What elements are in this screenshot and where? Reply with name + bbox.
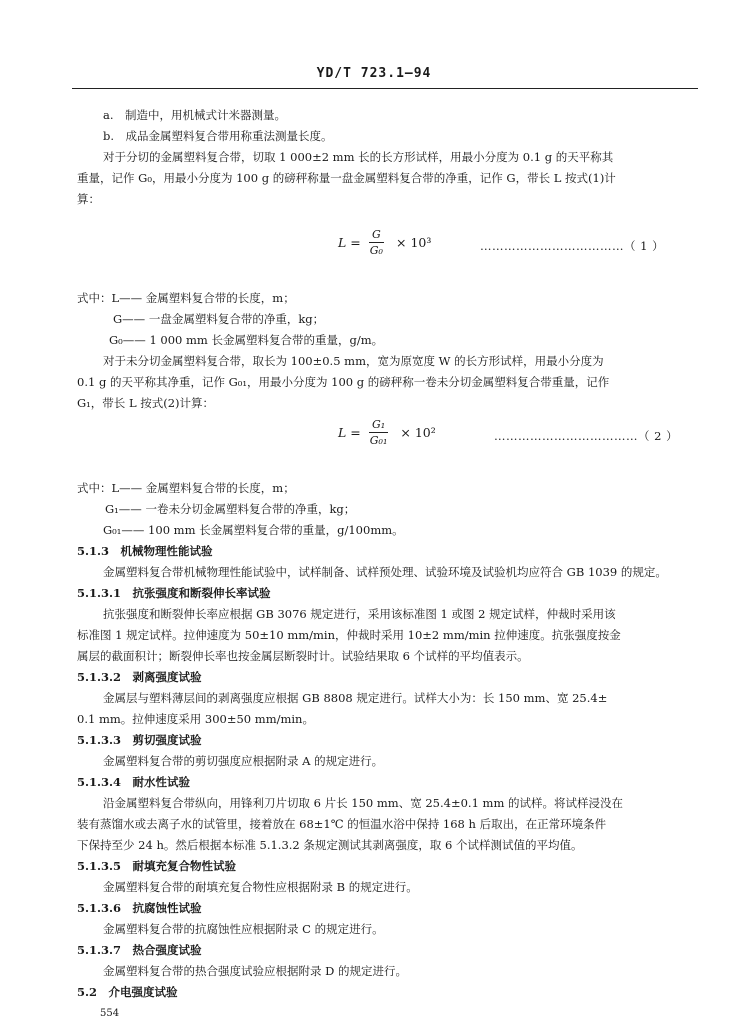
- para-5-1-3-6: 金属塑料复合带的抗腐蚀性应根据附录 C 的规定进行。: [103, 922, 384, 936]
- formula-1-times: ×: [395, 235, 407, 250]
- para-5-1-3-2-line1: 金属层与塑料薄层间的剥离强度应根据 GB 8808 规定进行。试样大小为：长 150 mm、宽 25.4±: [103, 691, 608, 705]
- heading-5-1-3-7: 5.1.3.7 热合强度试验: [77, 943, 202, 957]
- formula-1-numerator: G: [369, 228, 384, 243]
- heading-5-1-3-2: 5.1.3.2 剥离强度试验: [77, 670, 202, 684]
- formula-2: [338, 418, 436, 447]
- formula-1-power: 10³: [410, 235, 432, 250]
- formula-2-fraction: [367, 418, 391, 447]
- para1-line3: 算：: [77, 192, 100, 206]
- para1-line1: 对于分切的金属塑料复合带，切取 1 000±2 mm 长的长方形试样，用最小分度为 0.1 g 的天平称其: [103, 150, 614, 164]
- header-rule: [72, 88, 698, 89]
- para-5-1-3-4-line2: 装有蒸馏水或去离子水的试管里，接着放在 68±1℃ 的恒温水浴中保持 168 h 后取出，在正常环境条件: [77, 817, 607, 831]
- para-5-1-3-5: 金属塑料复合带的耐填充复合物性应根据附录 B 的规定进行。: [103, 880, 418, 894]
- item-a: a. 制造中，用机械式计米器测量。: [103, 108, 287, 122]
- para2-line2: 0.1 g 的天平称其净重，记作 G₀₁，用最小分度为 100 g 的磅秤称一卷未分切金属塑料复合带重量，记作: [77, 375, 610, 389]
- formula-1: [338, 228, 431, 257]
- where2-line3: G₀₁—— 100 mm 长金属塑料复合带的重量，g/100mm。: [103, 523, 404, 537]
- formula-2-power: 10²: [414, 425, 436, 440]
- para-5-1-3-7: 金属塑料复合带的热合强度试验应根据附录 D 的规定进行。: [103, 964, 408, 978]
- para-5-1-3-1-line2: 标准图 1 规定试样。拉伸速度为 50±10 mm/min，仲裁时采用 10±2 mm/min 拉伸速度。抗张强度按金: [77, 628, 621, 642]
- formula-2-times: ×: [400, 425, 411, 440]
- where1-line2: G—— 一盘金属塑料复合带的净重，kg；: [113, 312, 325, 326]
- para-5-1-3-1-line1: 抗张强度和断裂伸长率应根据 GB 3076 规定进行，采用该标准图 1 或图 2 规定试样，仲裁时采用该: [103, 607, 616, 621]
- heading-5-1-3-4: 5.1.3.4 耐水性试验: [77, 775, 191, 789]
- heading-5-1-3-1: 5.1.3.1 抗张强度和断裂伸长率试验: [77, 586, 271, 600]
- standard-header: YD/T 723.1—94: [316, 66, 432, 81]
- para-5-1-3-1-line3: 属层的截面积计；断裂伸长率也按金属层断裂时计。试验结果取 6 个试样的平均值表示。: [77, 649, 529, 663]
- para2-line3: G₁，带长 L 按式(2)计算：: [77, 396, 215, 410]
- heading-5-1-3-5: 5.1.3.5 耐填充复合物性试验: [77, 859, 237, 873]
- formula-2-lhs: L =: [338, 425, 361, 440]
- where1-line3: G₀—— 1 000 mm 长金属塑料复合带的重量，g/m。: [109, 333, 384, 347]
- para-5-1-3-2-line2: 0.1 mm。拉伸速度采用 300±50 mm/min。: [77, 712, 314, 726]
- where2-line1: 式中：L—— 金属塑料复合带的长度，m；: [77, 481, 295, 495]
- formula-1-fraction: [367, 228, 386, 257]
- para-5-1-3-4-line1: 沿金属塑料复合带纵向，用锋利刀片切取 6 片长 150 mm、宽 25.4±0.1 mm 的试样。将试样浸没在: [103, 796, 624, 810]
- formula-1-lhs: L =: [338, 235, 361, 250]
- para2-line1: 对于未分切金属塑料复合带，取长为 100±0.5 mm，宽为原宽度 W 的长方形试样，用最小分度为: [103, 354, 604, 368]
- formula-2-number: ………………………………（ 2 ）: [494, 429, 679, 443]
- formula-2-numerator: G₁: [369, 418, 388, 433]
- item-b: b. 成品金属塑料复合带用称重法测量长度。: [103, 129, 333, 143]
- para1-line2: 重量，记作 G₀，用最小分度为 100 g 的磅秤称量一盘金属塑料复合带的净重，记作 G，带长 L 按式(1)计: [77, 171, 616, 185]
- para-5-1-3: 金属塑料复合带机械物理性能试验中，试样制备、试样预处理、试验环境及试验机均应符合 GB 1039 的规定。: [103, 565, 667, 579]
- formula-1-denominator: G₀: [369, 244, 383, 257]
- where2-line2: G₁—— 一卷未分切金属塑料复合带的净重，kg；: [105, 502, 356, 516]
- heading-5-1-3-6: 5.1.3.6 抗腐蚀性试验: [77, 901, 202, 915]
- where1-line1: 式中：L—— 金属塑料复合带的长度，m；: [77, 291, 295, 305]
- para-5-1-3-3: 金属塑料复合带的剪切强度应根据附录 A 的规定进行。: [103, 754, 384, 768]
- formula-2-denominator: G₀₁: [369, 434, 388, 447]
- formula-1-number: ………………………………（ 1 ）: [480, 239, 665, 253]
- page-number: 554: [100, 1008, 120, 1019]
- para-5-1-3-4-line3: 下保持至少 24 h。然后根据本标准 5.1.3.2 条规定测试其剥离强度，取 6 个试样测试值的平均值。: [77, 838, 583, 852]
- heading-5-2: 5.2 介电强度试验: [77, 985, 178, 999]
- heading-5-1-3-3: 5.1.3.3 剪切强度试验: [77, 733, 202, 747]
- heading-5-1-3: 5.1.3 机械物理性能试验: [77, 544, 213, 558]
